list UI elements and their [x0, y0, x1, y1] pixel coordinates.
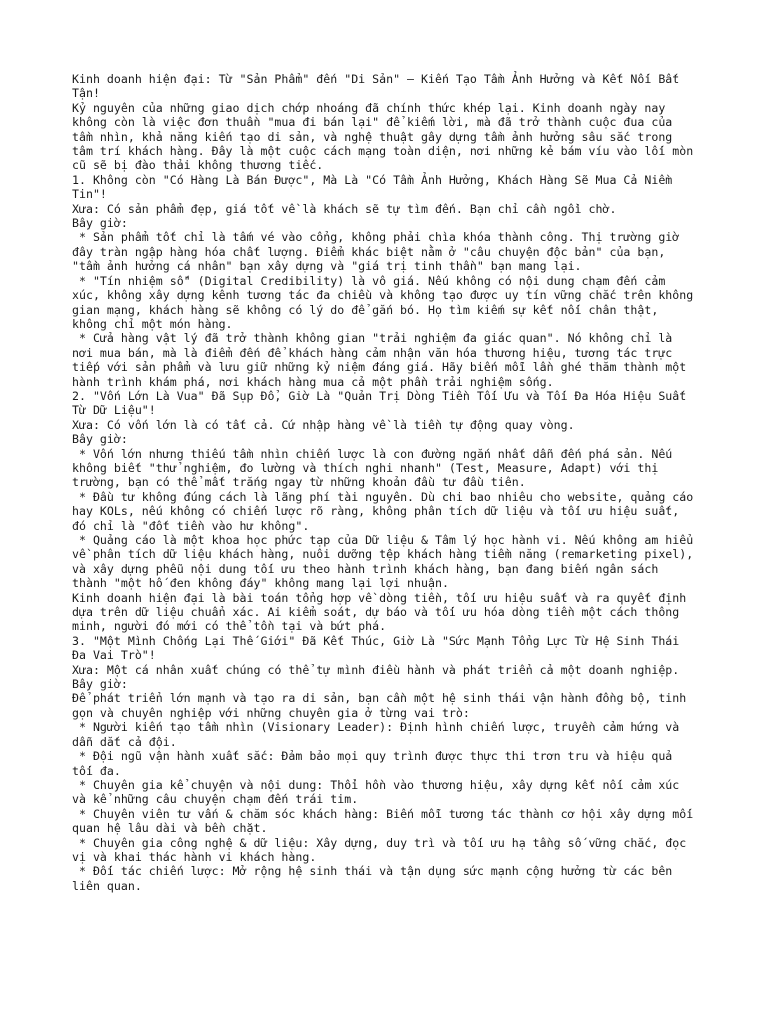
section-3-bullet-6: * Đối tác chiến lược: Mở rộng hệ sinh thái và tận dụng sức mạnh cộng hưởng từ các bên liên quan. [72, 864, 680, 893]
section-2-bullet-2: * Đầu tư không đúng cách là lãng phí tài nguyên. Dù chi bao nhiêu cho website, quảng cáo hay KOLs, nếu không có chiến lược rõ ràng, không phân tích dữ liệu và tối ưu hiệu suất, đó chỉ là "đốt tiền vào hư không". [72, 489, 701, 533]
section-3-bullet-2: * Đội ngũ vận hành xuất sắc: Đảm bảo mọi quy trình được thực thi trơn tru và hiệu quả tối đa. [72, 749, 680, 778]
section-3-bullet-5: * Chuyên gia công nghệ & dữ liệu: Xây dựng, duy trì và tối ưu hạ tầng số vững chắc, đọc vị và khai thác hành vi khách hàng. [72, 835, 694, 864]
section-3-heading: 3. "Một Mình Chống Lại Thế Giới" Đã Kết Thúc, Giờ Là "Sức Mạnh Tổng Lực Từ Hệ Sinh Thái Đa Vai Trò"! [72, 633, 687, 663]
section-1-bullet-3: * Cửa hàng vật lý đã trở thành không gian "trải nghiệm đa giác quan". Nó không chỉ là nơi mua bán, mà là điểm đến để khách hàng cảm nhận văn hóa thương hiệu, tương tác trực tiếp với sản phẩm và lưu giữ những kỷ niệm đáng giá. Hãy biến mỗi lần ghé thăm thành một hành trình khám phá, nơi khách hàng mua cả một phần trải nghiệm sống. [72, 331, 694, 389]
section-3-bullet-3: * Chuyên gia kể chuyện và nội dung: Thổi hồn vào thương hiệu, xây dựng kết nối cảm xúc và kể những câu chuyện chạm đến trái tim. [72, 777, 687, 807]
section-2-summary: Kinh doanh hiện đại là bài toán tổng hợp về dòng tiền, tối ưu hiệu suất và ra quyết định dựa trên dữ liệu chuẩn xác. Ai kiểm soát, dự báo và tối ưu hóa dòng tiền một cách thông minh, người đó mới có thể tồn tại và bứt phá. [72, 590, 694, 634]
section-1-past: Xưa: Có sản phẩm đẹp, giá tốt về là khách sẽ tự tìm đến. Bạn chỉ cần ngồi chờ. [72, 201, 617, 216]
section-2-bullet-3: * Quảng cáo là một khoa học phức tạp của Dữ liệu & Tâm lý học hành vi. Nếu không am hiểu về phân tích dữ liệu khách hàng, nuôi dưỡng tệp khách hàng tiềm năng (remarketing pixel), và xây dựng phễu nội dung tối ưu theo hành trình khách hàng, bạn đang biến ngân sách thành "một hố đen không đáy" không mang lại lợi nhuận. [72, 533, 701, 591]
section-2-now-label: Bây giờ: [72, 432, 128, 447]
section-1-now-label: Bây giờ: [72, 216, 128, 231]
section-1-heading: 1. Không còn "Có Hàng Là Bán Được", Mà Là "Có Tầm Ảnh Hưởng, Khách Hàng Sẽ Mua Cả Niềm Tin"! [72, 172, 680, 202]
section-3-past: Xưa: Một cá nhân xuất chúng có thể tự mình điều hành và phát triển cả một doanh nghiệp. [72, 662, 680, 677]
intro-paragraph: Kỷ nguyên của những giao dịch chớp nhoáng đã chính thức khép lại. Kinh doanh ngày nay không còn là việc đơn thuần "mua đi bán lại" để kiếm lời, mà đã trở thành cuộc đua của tầm nhìn, khả năng kiến tạo di sản, và nghệ thuật gây dựng tầm ảnh hưởng sâu sắc trong tâm trí khách hàng. Đây là một cuộc cách mạng toàn diện, nơi những kẻ bám víu vào lối mòn cũ sẽ bị đào thải không thương tiếc. [72, 100, 701, 173]
section-3-bullet-1: * Người kiến tạo tầm nhìn (Visionary Leader): Định hình chiến lược, truyền cảm hứng và dẫn dắt cả đội. [72, 720, 687, 749]
document-title: Kinh doanh hiện đại: Từ "Sản Phẩm" đến "Di Sản" – Kiến Tạo Tầm Ảnh Hưởng và Kết Nối Bất Tận! [72, 72, 687, 101]
section-3-now-label: Bây giờ: [72, 677, 128, 692]
section-2-heading: 2. "Vốn Lớn Là Vua" Đã Sụp Đổ, Giờ Là "Quản Trị Dòng Tiền Tối Ưu và Tối Đa Hóa Hiệu Suất Từ Dữ Liệu"! [72, 388, 694, 418]
section-2-past: Xưa: Có vốn lớn là có tất cả. Cứ nhập hàng về là tiền tự động quay vòng. [72, 417, 575, 432]
section-1-bullet-1: * Sản phẩm tốt chỉ là tấm vé vào cổng, không phải chìa khóa thành công. Thị trường giờ đây tràn ngập hàng hóa chất lượng. Điểm khác biệt nằm ở "câu chuyện độc bản" của bạn, "tầm ảnh hưởng cá nhân" bạn xây dựng và "giá trị tinh thần" bạn mang lại. [72, 230, 687, 274]
document-body [72, 72, 701, 893]
section-2-bullet-1: * Vốn lớn nhưng thiếu tầm nhìn chiến lược là con đường ngắn nhất dẫn đến phá sản. Nếu không biết "thử nghiệm, đo lường và thích nghi nhanh" (Test, Measure, Adapt) với thị trường, bạn có thể mất trắng ngay từ những khoản đầu tư đầu tiên. [72, 446, 680, 490]
section-3-bullet-4: * Chuyên viên tư vấn & chăm sóc khách hàng: Biến mỗi tương tác thành cơ hội xây dựng mối quan hệ lâu dài và bền chặt. [72, 806, 701, 836]
section-1-bullet-2: * "Tín nhiệm số" (Digital Credibility) là vô giá. Nếu không có nội dung chạm đến cảm xúc, không xây dựng kênh tương tác đa chiều và không tạo được uy tín vững chắc trên không gian mạng, khách hàng sẽ không có lý do để gắn bó. Họ tìm kiếm sự kết nối chân thật, không chỉ một món hàng. [72, 273, 701, 331]
section-3-intro: Để phát triển lớn mạnh và tạo ra di sản, bạn cần một hệ sinh thái vận hành đồng bộ, tinh gọn và chuyên nghiệp với những chuyên gia ở từng vai trò: [72, 691, 694, 720]
